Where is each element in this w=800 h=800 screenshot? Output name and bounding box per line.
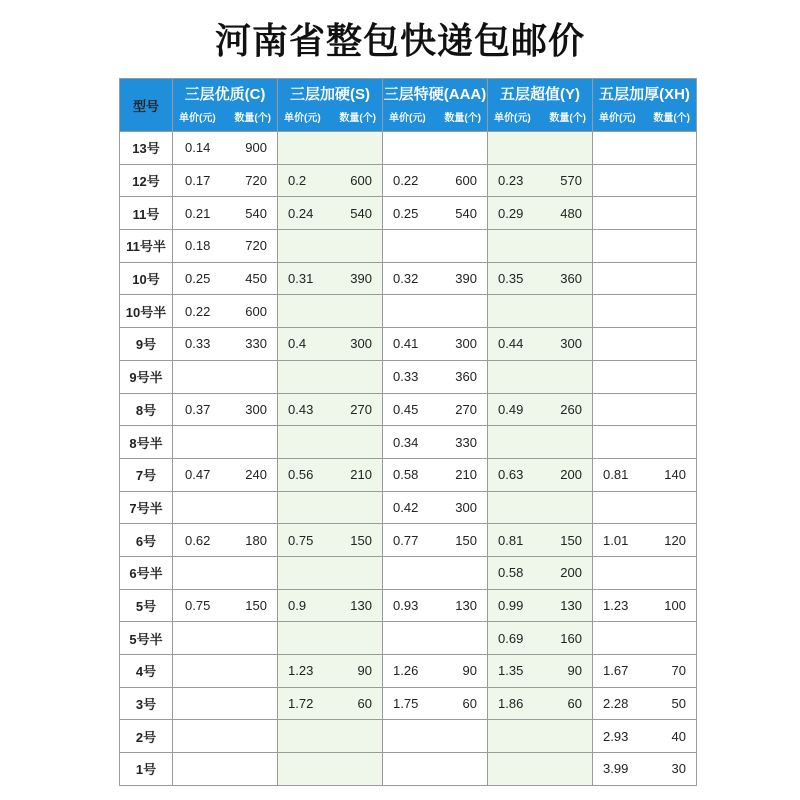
quantity: 150	[560, 532, 582, 548]
group-header-c	[173, 79, 278, 132]
quantity: 300	[455, 499, 477, 515]
model-cell: 5号	[120, 589, 173, 622]
table-row	[120, 328, 697, 361]
quantity: 240	[245, 467, 267, 483]
table-row	[120, 230, 697, 263]
unit-price: 0.2	[288, 173, 307, 189]
quantity: 50	[671, 696, 686, 712]
unit-price: 0.4	[288, 336, 307, 352]
price-qty-cell	[593, 655, 697, 688]
group-name: 三层特硬(AAA)	[383, 86, 487, 103]
table-row	[120, 295, 697, 328]
unit-price: 2.93	[603, 728, 629, 744]
model-cell: 8号半	[120, 426, 173, 459]
model-cell: 13号	[120, 132, 173, 165]
quantity: 300	[560, 336, 582, 352]
model-cell: 1号	[120, 753, 173, 786]
price-qty-cell	[173, 720, 278, 753]
price-qty-cell	[278, 622, 383, 655]
price-qty-cell	[383, 524, 488, 557]
table-row	[120, 458, 697, 491]
quantity: 60	[357, 696, 372, 712]
price-label: 单价(元)	[494, 113, 531, 124]
price-qty-cell	[278, 262, 383, 295]
quantity: 540	[245, 205, 267, 221]
price-qty-cell	[593, 262, 697, 295]
price-qty-cell	[383, 328, 488, 361]
unit-price: 0.99	[498, 597, 524, 613]
quantity: 130	[455, 597, 477, 613]
model-cell: 9号	[120, 328, 173, 361]
quantity: 270	[455, 401, 477, 417]
quantity: 100	[664, 597, 686, 613]
quantity: 90	[462, 663, 477, 679]
price-qty-cell	[383, 393, 488, 426]
table-row	[120, 491, 697, 524]
quantity: 330	[245, 336, 267, 352]
price-qty-cell	[383, 164, 488, 197]
unit-price: 1.01	[603, 532, 629, 548]
price-qty-cell	[488, 197, 593, 230]
quantity: 210	[455, 467, 477, 483]
unit-price: 3.99	[603, 761, 629, 777]
price-qty-cell	[593, 753, 697, 786]
quantity: 200	[560, 565, 582, 581]
quantity: 570	[560, 173, 582, 189]
model-cell: 2号	[120, 720, 173, 753]
quantity: 600	[245, 303, 267, 319]
quantity: 330	[455, 434, 477, 450]
quantity: 150	[350, 532, 372, 548]
unit-price: 1.35	[498, 663, 524, 679]
group-name: 三层优质(C)	[184, 86, 266, 103]
price-qty-cell	[278, 295, 383, 328]
price-qty-cell	[383, 360, 488, 393]
price-qty-cell	[593, 360, 697, 393]
price-qty-cell	[488, 556, 593, 589]
quantity: 60	[462, 696, 477, 712]
qty-label: 数量(个)	[549, 113, 586, 124]
price-qty-cell	[488, 426, 593, 459]
unit-price: 0.31	[288, 271, 314, 287]
quantity: 130	[350, 597, 372, 613]
price-label: 单价(元)	[389, 113, 426, 124]
model-cell: 6号半	[120, 556, 173, 589]
price-qty-cell	[488, 295, 593, 328]
price-qty-cell	[383, 230, 488, 263]
price-qty-cell	[488, 360, 593, 393]
price-qty-cell	[173, 132, 278, 165]
unit-price: 0.49	[498, 401, 524, 417]
unit-price: 1.86	[498, 696, 524, 712]
quantity: 70	[671, 663, 686, 679]
qty-label: 数量(个)	[653, 113, 690, 124]
price-qty-cell	[278, 655, 383, 688]
unit-price: 1.75	[393, 696, 419, 712]
price-qty-cell	[173, 426, 278, 459]
price-qty-cell	[383, 426, 488, 459]
unit-price: 0.22	[185, 303, 211, 319]
group-name: 五层加厚(XH)	[599, 86, 690, 103]
table-row	[120, 197, 697, 230]
quantity: 40	[671, 728, 686, 744]
price-qty-cell	[383, 687, 488, 720]
table-row	[120, 753, 697, 786]
price-qty-cell	[488, 687, 593, 720]
quantity: 300	[245, 401, 267, 417]
unit-price: 0.75	[185, 597, 211, 613]
price-qty-cell	[488, 589, 593, 622]
price-qty-cell	[488, 622, 593, 655]
price-qty-cell	[278, 556, 383, 589]
price-qty-cell	[488, 753, 593, 786]
price-label: 单价(元)	[599, 113, 636, 124]
quantity: 300	[455, 336, 477, 352]
price-qty-cell	[173, 197, 278, 230]
table-row	[120, 720, 697, 753]
table-row	[120, 132, 697, 165]
quantity: 90	[357, 663, 372, 679]
price-qty-cell	[173, 458, 278, 491]
price-qty-cell	[383, 458, 488, 491]
model-cell: 6号	[120, 524, 173, 557]
unit-price: 0.45	[393, 401, 419, 417]
model-cell: 10号半	[120, 295, 173, 328]
price-qty-cell	[278, 524, 383, 557]
table-row	[120, 655, 697, 688]
model-cell: 11号半	[120, 230, 173, 263]
price-qty-cell	[383, 197, 488, 230]
quantity: 900	[245, 140, 267, 156]
unit-price: 0.42	[393, 499, 419, 515]
unit-price: 0.69	[498, 630, 524, 646]
price-table	[119, 78, 697, 786]
price-qty-cell	[173, 393, 278, 426]
price-qty-cell	[593, 328, 697, 361]
quantity: 160	[560, 630, 582, 646]
price-qty-cell	[173, 328, 278, 361]
unit-price: 0.93	[393, 597, 419, 613]
table-row	[120, 589, 697, 622]
model-cell: 12号	[120, 164, 173, 197]
price-qty-cell	[173, 655, 278, 688]
price-qty-cell	[278, 426, 383, 459]
price-qty-cell	[278, 393, 383, 426]
unit-price: 0.33	[185, 336, 211, 352]
table-row	[120, 687, 697, 720]
price-qty-cell	[173, 589, 278, 622]
price-qty-cell	[278, 720, 383, 753]
price-qty-cell	[278, 132, 383, 165]
quantity: 130	[560, 597, 582, 613]
price-qty-cell	[488, 230, 593, 263]
price-qty-cell	[593, 393, 697, 426]
unit-price: 0.22	[393, 173, 419, 189]
unit-price: 0.62	[185, 532, 211, 548]
table-row	[120, 622, 697, 655]
qty-label: 数量(个)	[234, 113, 271, 124]
price-qty-cell	[173, 753, 278, 786]
table-body	[120, 132, 697, 786]
quantity: 90	[567, 663, 582, 679]
price-qty-cell	[173, 556, 278, 589]
table-row	[120, 164, 697, 197]
price-qty-cell	[593, 491, 697, 524]
price-qty-cell	[488, 132, 593, 165]
unit-price: 0.17	[185, 173, 211, 189]
unit-price: 0.34	[393, 434, 419, 450]
quantity: 120	[664, 532, 686, 548]
unit-price: 0.32	[393, 271, 419, 287]
price-qty-cell	[383, 491, 488, 524]
model-cell: 5号半	[120, 622, 173, 655]
price-qty-cell	[488, 491, 593, 524]
price-qty-cell	[593, 458, 697, 491]
price-qty-cell	[593, 426, 697, 459]
price-qty-cell	[383, 132, 488, 165]
model-cell: 11号	[120, 197, 173, 230]
unit-price: 0.29	[498, 205, 524, 221]
unit-price: 0.77	[393, 532, 419, 548]
price-qty-cell	[593, 589, 697, 622]
unit-price: 0.23	[498, 173, 524, 189]
unit-price: 0.41	[393, 336, 419, 352]
price-qty-cell	[278, 458, 383, 491]
table-header-row	[120, 79, 697, 132]
quantity: 180	[245, 532, 267, 548]
price-qty-cell	[488, 655, 593, 688]
table-row	[120, 262, 697, 295]
table-row	[120, 360, 697, 393]
price-qty-cell	[383, 262, 488, 295]
qty-label: 数量(个)	[339, 113, 376, 124]
unit-price: 0.37	[185, 401, 211, 417]
unit-price: 0.14	[185, 140, 211, 156]
quantity: 600	[455, 173, 477, 189]
unit-price: 0.21	[185, 205, 211, 221]
unit-price: 0.25	[185, 271, 211, 287]
model-cell: 8号	[120, 393, 173, 426]
price-qty-cell	[278, 197, 383, 230]
quantity: 480	[560, 205, 582, 221]
group-header-aaa	[383, 79, 488, 132]
quantity: 390	[455, 271, 477, 287]
unit-price: 0.58	[393, 467, 419, 483]
price-qty-cell	[173, 524, 278, 557]
price-qty-cell	[488, 720, 593, 753]
unit-price: 0.81	[498, 532, 524, 548]
quantity: 540	[455, 205, 477, 221]
price-qty-cell	[593, 132, 697, 165]
unit-price: 0.33	[393, 369, 419, 385]
quantity: 450	[245, 271, 267, 287]
price-qty-cell	[488, 328, 593, 361]
quantity: 720	[245, 238, 267, 254]
quantity: 200	[560, 467, 582, 483]
price-qty-cell	[278, 491, 383, 524]
quantity: 300	[350, 336, 372, 352]
unit-price: 0.56	[288, 467, 314, 483]
unit-price: 0.24	[288, 205, 314, 221]
unit-price: 1.67	[603, 663, 629, 679]
quantity: 600	[350, 173, 372, 189]
price-qty-cell	[173, 262, 278, 295]
unit-price: 0.9	[288, 597, 307, 613]
quantity: 30	[671, 761, 686, 777]
page-title: 河南省整包快递包邮价	[214, 21, 585, 62]
table-row	[120, 524, 697, 557]
group-header-s	[278, 79, 383, 132]
price-qty-cell	[593, 524, 697, 557]
unit-price: 0.43	[288, 401, 314, 417]
price-qty-cell	[593, 687, 697, 720]
price-qty-cell	[383, 720, 488, 753]
quantity: 210	[350, 467, 372, 483]
model-cell: 7号半	[120, 491, 173, 524]
price-qty-cell	[593, 295, 697, 328]
group-name: 三层加硬(S)	[290, 86, 370, 103]
quantity: 390	[350, 271, 372, 287]
quantity: 720	[245, 173, 267, 189]
quantity: 150	[245, 597, 267, 613]
price-qty-cell	[488, 164, 593, 197]
price-qty-cell	[488, 458, 593, 491]
unit-price: 1.72	[288, 696, 314, 712]
price-qty-cell	[173, 164, 278, 197]
price-qty-cell	[173, 295, 278, 328]
unit-price: 0.35	[498, 271, 524, 287]
unit-price: 1.26	[393, 663, 419, 679]
unit-price: 0.44	[498, 336, 524, 352]
price-qty-cell	[278, 230, 383, 263]
unit-price: 0.18	[185, 238, 211, 254]
price-qty-cell	[383, 295, 488, 328]
model-cell: 4号	[120, 655, 173, 688]
model-cell: 9号半	[120, 360, 173, 393]
price-qty-cell	[278, 687, 383, 720]
unit-price: 0.63	[498, 467, 524, 483]
price-qty-cell	[278, 589, 383, 622]
price-qty-cell	[593, 622, 697, 655]
model-cell: 10号	[120, 262, 173, 295]
unit-price: 0.75	[288, 532, 314, 548]
price-qty-cell	[593, 197, 697, 230]
unit-price: 0.25	[393, 205, 419, 221]
quantity: 360	[560, 271, 582, 287]
group-header-y	[488, 79, 593, 132]
price-qty-cell	[593, 230, 697, 263]
group-header-xh	[593, 79, 697, 132]
unit-price: 0.81	[603, 467, 629, 483]
table-row	[120, 426, 697, 459]
price-qty-cell	[383, 753, 488, 786]
unit-price: 2.28	[603, 696, 629, 712]
price-label: 单价(元)	[284, 113, 321, 124]
price-qty-cell	[173, 491, 278, 524]
price-qty-cell	[173, 360, 278, 393]
price-qty-cell	[593, 720, 697, 753]
price-qty-cell	[173, 230, 278, 263]
price-qty-cell	[278, 328, 383, 361]
model-column-header: 型号	[120, 79, 173, 132]
unit-price: 1.23	[603, 597, 629, 613]
price-qty-cell	[383, 589, 488, 622]
quantity: 60	[567, 696, 582, 712]
price-label: 单价(元)	[179, 113, 216, 124]
price-qty-cell	[278, 753, 383, 786]
quantity: 540	[350, 205, 372, 221]
price-qty-cell	[593, 164, 697, 197]
price-qty-cell	[488, 393, 593, 426]
model-cell: 3号	[120, 687, 173, 720]
table-row	[120, 556, 697, 589]
table-row	[120, 393, 697, 426]
quantity: 360	[455, 369, 477, 385]
quantity: 150	[455, 532, 477, 548]
price-qty-cell	[383, 655, 488, 688]
price-qty-cell	[488, 262, 593, 295]
price-qty-cell	[383, 622, 488, 655]
price-qty-cell	[383, 556, 488, 589]
group-name: 五层超值(Y)	[500, 86, 580, 103]
unit-price: 1.23	[288, 663, 314, 679]
price-qty-cell	[278, 360, 383, 393]
price-qty-cell	[488, 524, 593, 557]
price-qty-cell	[173, 687, 278, 720]
model-cell: 7号	[120, 458, 173, 491]
price-qty-cell	[278, 164, 383, 197]
price-qty-cell	[593, 556, 697, 589]
quantity: 140	[664, 467, 686, 483]
quantity: 260	[560, 401, 582, 417]
quantity: 270	[350, 401, 372, 417]
unit-price: 0.47	[185, 467, 211, 483]
unit-price: 0.58	[498, 565, 524, 581]
price-qty-cell	[173, 622, 278, 655]
qty-label: 数量(个)	[444, 113, 481, 124]
